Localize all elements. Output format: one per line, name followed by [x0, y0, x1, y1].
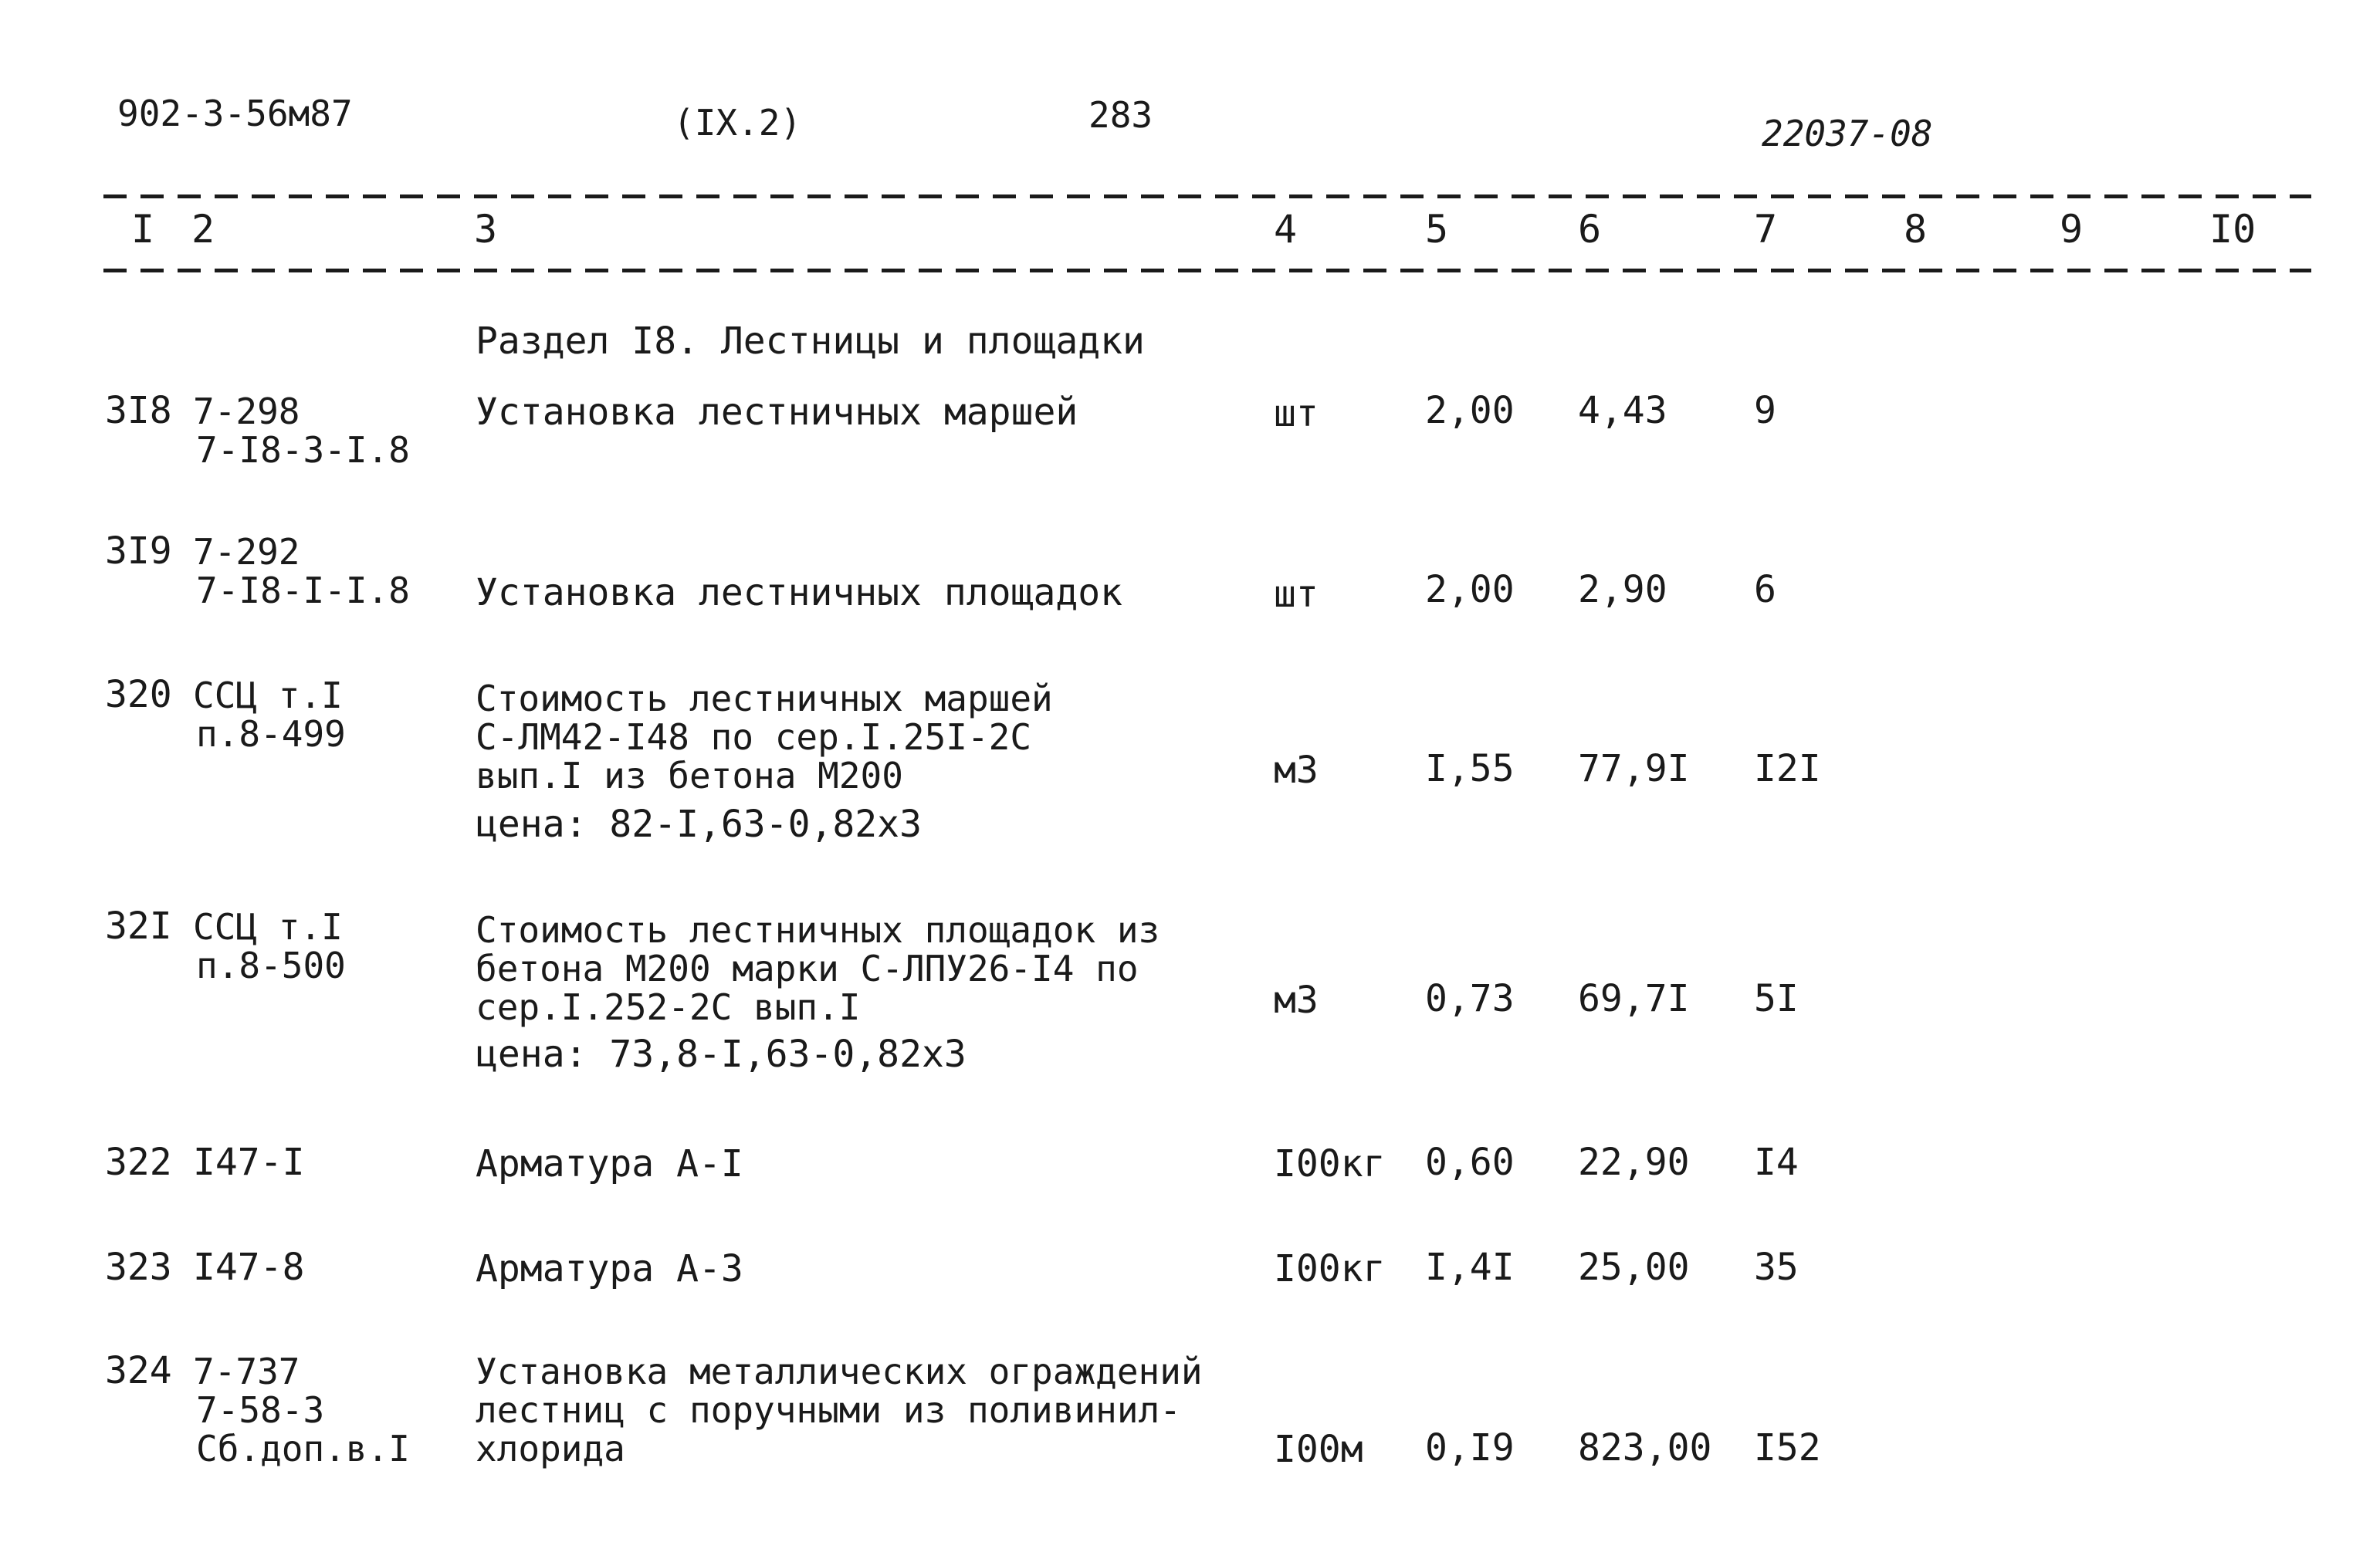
code-line: п.8-499 [196, 713, 346, 755]
row-description: Арматура А-I [476, 1142, 743, 1185]
row-unit-price: 22,90 [1578, 1141, 1690, 1184]
row-quantity: 2,00 [1425, 568, 1515, 611]
column-number-9: 9 [2060, 207, 2084, 252]
section-title: Раздел I8. Лестницы и площадки [476, 320, 1145, 363]
row-number: 324 [105, 1349, 172, 1392]
row-description [476, 1352, 1203, 1468]
row-total-cost: I52 [1754, 1426, 1821, 1470]
page-number: 283 [1088, 94, 1153, 136]
row-code [193, 533, 410, 610]
column-number-3: 3 [474, 207, 498, 252]
row-unit: м3 [1274, 749, 1319, 792]
price-formula: цена: 73,8-I,63-0,82х3 [476, 1033, 967, 1076]
row-quantity: 0,60 [1425, 1141, 1515, 1184]
code-line: ССЦ т.I [193, 675, 343, 716]
description-line: лестниц с поручными из поливинил- [476, 1389, 1181, 1431]
row-number: 323 [105, 1246, 172, 1289]
code-line: 7-292 [193, 531, 300, 573]
code-line: Сб.доп.в.I [196, 1428, 410, 1470]
code-line: 7-298 [193, 391, 300, 432]
column-number-8: 8 [1904, 207, 1928, 252]
row-unit-price: 2,90 [1578, 568, 1667, 611]
row-quantity: I,4I [1425, 1246, 1515, 1289]
row-code [193, 908, 346, 985]
row-number: 320 [105, 673, 172, 716]
description-line: бетона М200 марки С-ЛПУ26-I4 по [476, 948, 1139, 989]
column-number-2: 2 [191, 207, 215, 252]
code-line: 7-737 [193, 1351, 300, 1392]
row-code: I47-I [193, 1141, 305, 1184]
description-line: сер.I.252-2С вып.I [476, 986, 861, 1028]
row-number: 3I9 [105, 529, 172, 573]
row-quantity: 0,I9 [1425, 1426, 1515, 1470]
row-total-cost: 6 [1754, 568, 1776, 611]
column-number-4: 4 [1274, 207, 1298, 252]
description-line: вып.I из бетона М200 [476, 755, 903, 796]
row-unit-price: 25,00 [1578, 1246, 1690, 1289]
row-unit: м3 [1274, 979, 1319, 1022]
column-number-1: I [131, 207, 155, 252]
description-line: Установка металлических ограждений [476, 1351, 1203, 1392]
row-total-cost: I4 [1754, 1141, 1799, 1184]
row-code: I47-8 [193, 1246, 305, 1289]
code-line: 7-I8-I-I.8 [196, 570, 410, 611]
code-line: 7-58-3 [196, 1389, 325, 1431]
document-code: 902-3-56м87 [117, 93, 353, 134]
row-quantity: I,55 [1425, 747, 1515, 790]
description-line: С-ЛМ42-I48 по сер.I.25I-2С [476, 716, 1032, 758]
row-description [476, 679, 1053, 795]
code-line: 7-I8-3-I.8 [196, 429, 410, 471]
column-number-5: 5 [1425, 207, 1449, 252]
price-formula: цена: 82-I,63-0,82х3 [476, 803, 922, 846]
row-number: 3I8 [105, 389, 172, 432]
row-code [193, 676, 346, 753]
row-total-cost: 5I [1754, 977, 1799, 1020]
code-line: ССЦ т.I [193, 906, 343, 948]
description-line: Стоимость лестничных площадок из [476, 909, 1160, 951]
row-description: Установка лестничных площадок [476, 571, 1123, 614]
row-number: 322 [105, 1141, 172, 1184]
section-reference: (IX.2) [673, 102, 802, 144]
row-total-cost: I2I [1754, 747, 1821, 790]
column-number-6: 6 [1578, 207, 1602, 252]
row-unit-price: 77,9I [1578, 747, 1690, 790]
description-line: Стоимость лестничных маршей [476, 678, 1053, 719]
row-unit-price: 69,7I [1578, 977, 1690, 1020]
row-description: Установка лестничных маршей [476, 391, 1078, 434]
row-unit: шт [1274, 392, 1319, 435]
row-unit: I00кг [1274, 1142, 1386, 1185]
header-top-rule [103, 194, 2311, 198]
row-unit: шт [1274, 573, 1319, 616]
row-number: 32I [105, 905, 172, 948]
column-number-10: I0 [2209, 207, 2256, 252]
row-code [193, 1352, 410, 1468]
row-description: Арматура А-3 [476, 1247, 743, 1290]
row-quantity: 0,73 [1425, 977, 1515, 1020]
row-unit-price: 823,00 [1578, 1426, 1712, 1470]
inventory-number: 22037-08 [1762, 113, 1933, 154]
row-description [476, 911, 1160, 1026]
description-line: хлорида [476, 1428, 625, 1470]
row-code [193, 392, 410, 469]
row-unit: I00м [1274, 1428, 1363, 1471]
code-line: п.8-500 [196, 945, 346, 986]
row-unit: I00кг [1274, 1247, 1386, 1290]
header-bottom-rule [103, 269, 2311, 272]
row-quantity: 2,00 [1425, 389, 1515, 432]
row-total-cost: 35 [1754, 1246, 1799, 1289]
row-unit-price: 4,43 [1578, 389, 1667, 432]
column-number-7: 7 [1754, 207, 1778, 252]
row-total-cost: 9 [1754, 389, 1776, 432]
